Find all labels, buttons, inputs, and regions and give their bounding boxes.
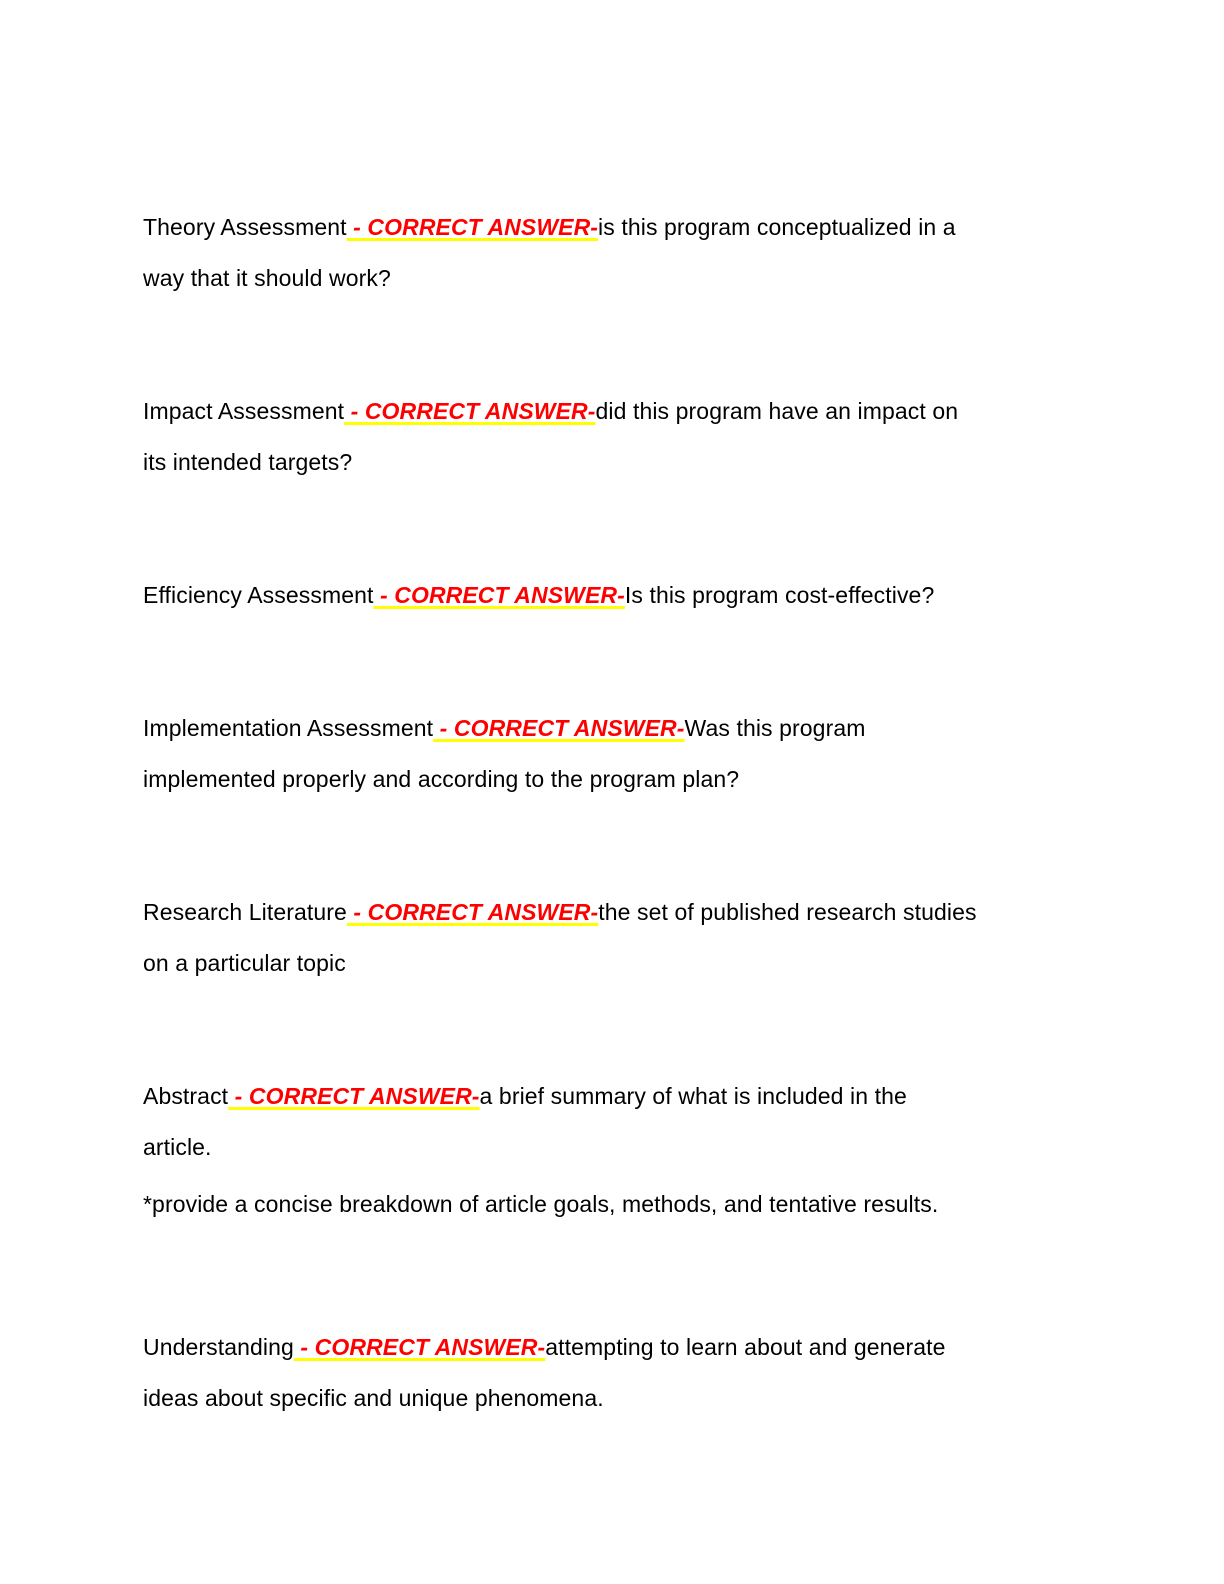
entry-definition-continuation: on a particular topic	[143, 949, 346, 976]
flashcard-entry	[143, 703, 1073, 804]
entry-first-line	[143, 1322, 1073, 1373]
entry-definition: Is this program cost-effective?	[624, 582, 935, 608]
entry-definition-continuation: ideas about specific and unique phenomena.	[143, 1384, 604, 1411]
flashcard-entry	[143, 1322, 1073, 1423]
entry-first-line	[143, 1071, 1073, 1122]
flashcard-entry	[143, 887, 1073, 988]
correct-answer-marker: - CORRECT ANSWER-	[346, 214, 599, 240]
entry-first-line	[143, 202, 1073, 253]
entry-first-line	[143, 703, 1073, 754]
correct-answer-marker: - CORRECT ANSWER-	[344, 398, 596, 424]
entry-definition: Was this program	[684, 715, 866, 741]
entry-definition: the set of published research studies	[598, 899, 977, 925]
entry-term: Research Literature	[143, 899, 347, 925]
entry-definition: attempting to learn about and generate	[545, 1334, 946, 1360]
entry-first-line	[143, 570, 1073, 621]
correct-answer-marker: - CORRECT ANSWER-	[373, 582, 625, 608]
entry-term: Abstract	[143, 1083, 229, 1109]
entry-definition: did this program have an impact on	[595, 398, 959, 424]
entry-definition: is this program conceptualized in a	[598, 214, 956, 240]
correct-answer-marker: - CORRECT ANSWER-	[346, 899, 599, 925]
entry-definition-continuation: its intended targets?	[143, 448, 353, 475]
entry-definition-continuation: article.	[143, 1133, 212, 1160]
flashcard-entry	[143, 386, 1073, 487]
entry-note: *provide a concise breakdown of article goals, methods, and tentative results.	[143, 1191, 939, 1217]
entry-term: Implementation Assessment	[143, 715, 434, 741]
entry-first-line	[143, 386, 1073, 437]
flashcard-entry	[143, 1071, 1073, 1219]
entry-definition-continuation: way that it should work?	[143, 264, 391, 291]
correct-answer-marker: - CORRECT ANSWER-	[228, 1083, 480, 1109]
flashcard-entry	[143, 202, 1073, 303]
correct-answer-marker: - CORRECT ANSWER-	[293, 1334, 546, 1360]
entry-first-line	[143, 887, 1073, 938]
entry-term: Impact Assessment	[143, 398, 345, 424]
entry-term: Theory Assessment	[143, 214, 347, 240]
entry-term: Understanding	[143, 1334, 294, 1360]
entry-term: Efficiency Assessment	[143, 582, 374, 608]
entry-definition: a brief summary of what is included in the	[479, 1083, 907, 1109]
entry-definition-continuation: implemented properly and according to the program plan?	[143, 765, 740, 792]
flashcard-entry	[143, 570, 1073, 621]
correct-answer-marker: - CORRECT ANSWER-	[433, 715, 685, 741]
